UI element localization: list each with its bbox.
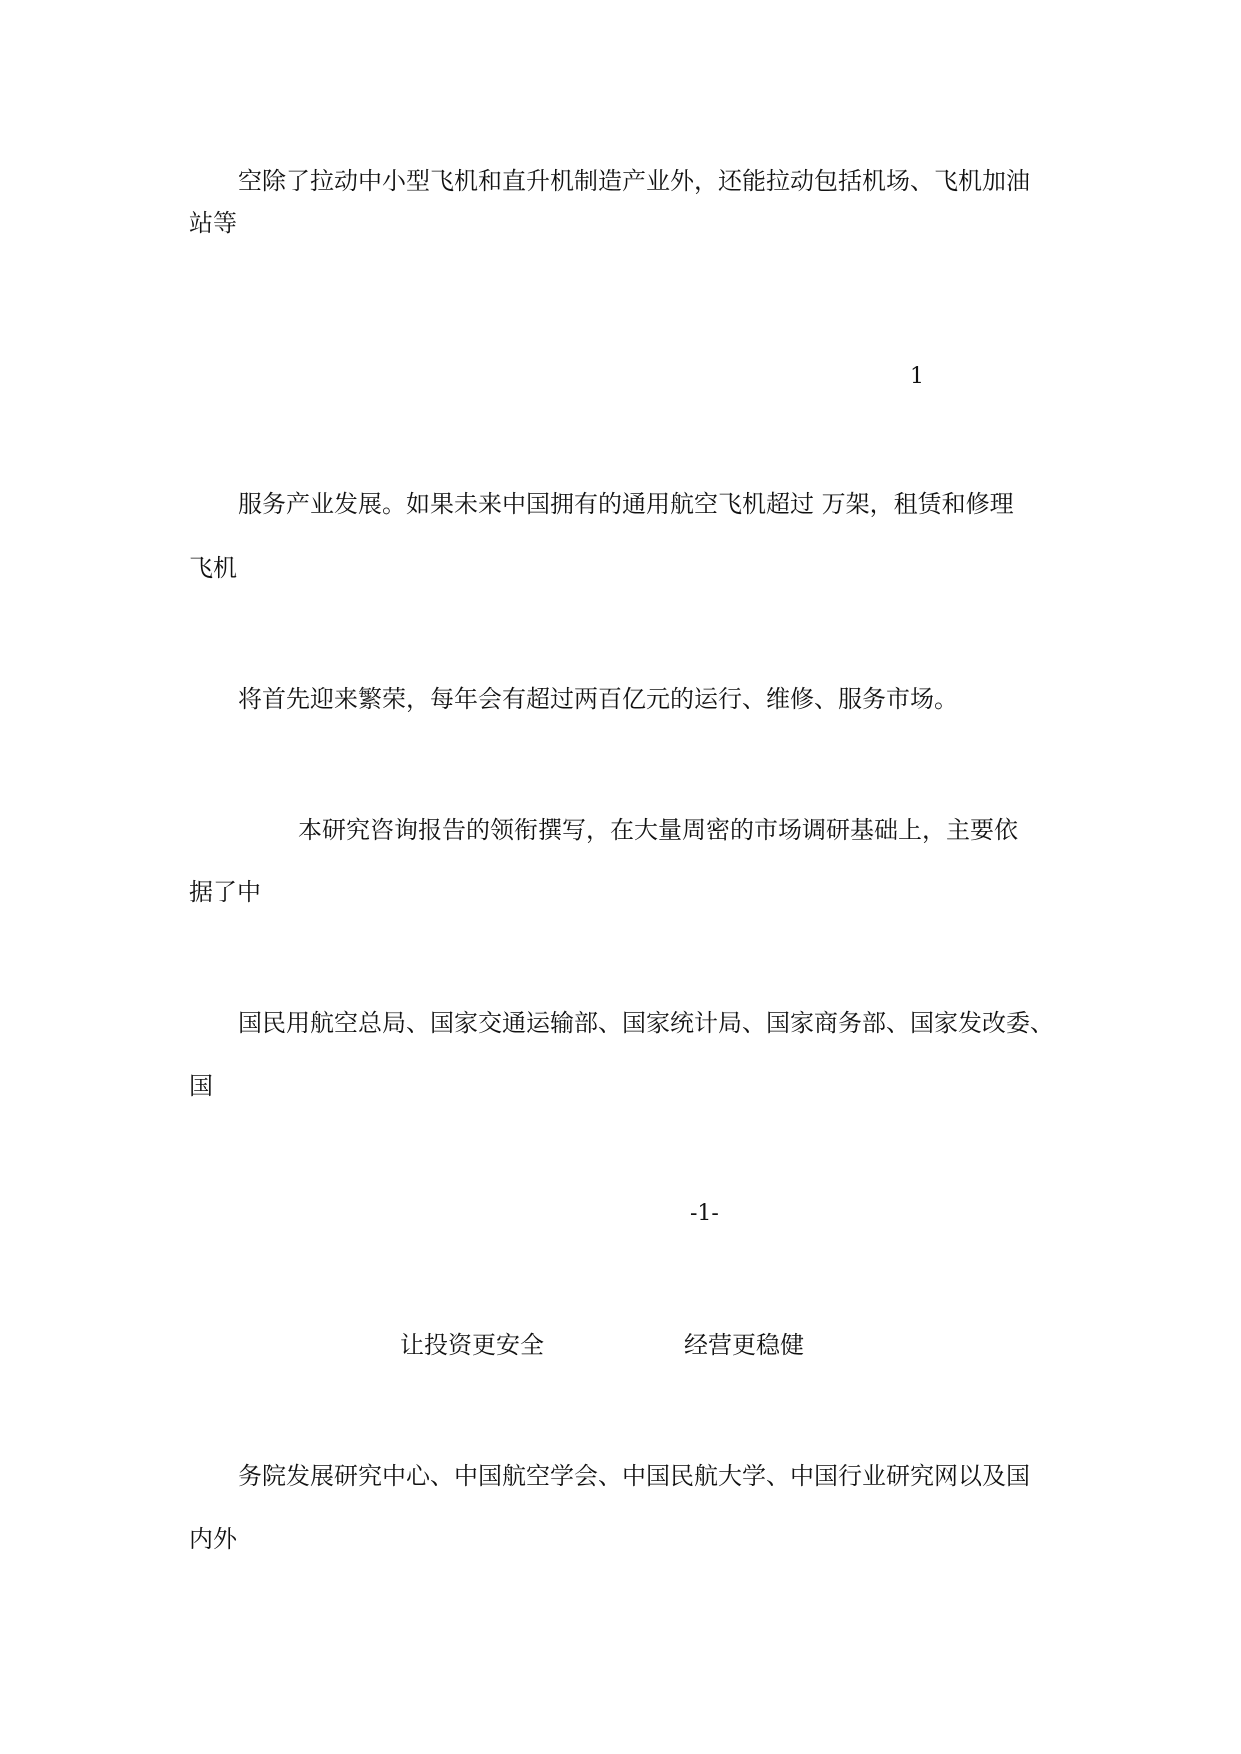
page-number: -1-: [690, 1201, 719, 1226]
paragraph-2-line-2: 飞机: [189, 554, 237, 582]
paragraph-2-line-1: 服务产业发展。如果未来中国拥有的通用航空飞机超过 万架，租赁和修理: [238, 490, 1014, 518]
paragraph-4-line-2: 据了中: [189, 878, 261, 906]
paragraph-3-line-1: 将首先迎来繁荣，每年会有超过两百亿元的运行、维修、服务市场。: [238, 685, 958, 713]
paragraph-6-line-1: 务院发展研究中心、中国航空学会、中国民航大学、中国行业研究网以及国: [238, 1462, 1030, 1490]
paragraph-5-line-1: 国民用航空总局、国家交通运输部、国家统计局、国家商务部、国家发改委、: [238, 1009, 1054, 1037]
paragraph-1-line-1: 空除了拉动中小型飞机和直升机制造产业外，还能拉动包括机场、飞机加油: [238, 167, 1030, 195]
slogan-left: 让投资更安全: [400, 1331, 544, 1359]
paragraph-6-line-2: 内外: [189, 1525, 237, 1553]
paragraph-1-line-2: 站等: [189, 209, 237, 237]
paragraph-5-line-2: 国: [189, 1072, 213, 1100]
margin-marker: 1: [910, 364, 924, 389]
slogan-right: 经营更稳健: [684, 1331, 804, 1359]
paragraph-4-line-1: 本研究咨询报告的领衔撰写，在大量周密的市场调研基础上，主要依: [298, 816, 1018, 844]
